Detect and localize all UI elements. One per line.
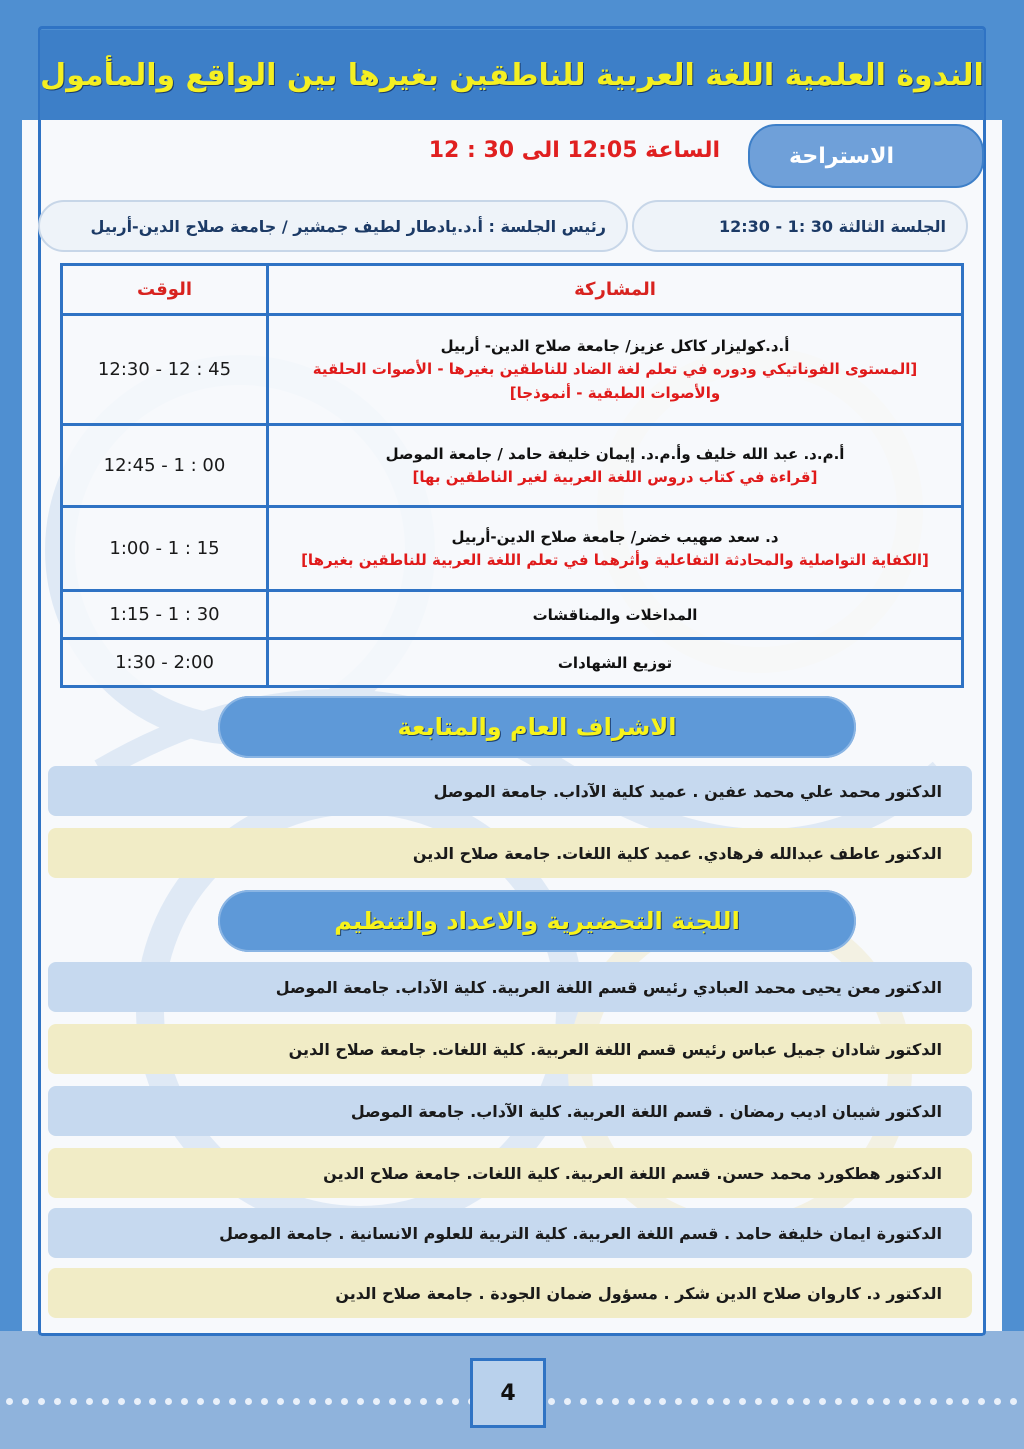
table-row <box>62 425 963 507</box>
list-item <box>48 1024 972 1074</box>
list-item <box>48 1208 972 1258</box>
session-chair: رئيس الجلسة : أ.د.يادطار لطيف جمشير / جامعة صلاح الدين-أربيل <box>90 216 606 236</box>
member-name: الدكتور هطكورد محمد حسن. قسم اللغة العربية. كلية اللغات. جامعة صلاح الدين <box>323 1163 942 1183</box>
supervision-heading: الاشراف العام والمتابعة <box>397 713 677 741</box>
table-row <box>62 591 963 639</box>
member-name: الدكتور محمد علي محمد عفين . عميد كلية الآداب. جامعة الموصل <box>433 781 942 801</box>
break-time: الساعة 12:05 الى 30 : 12 <box>428 138 720 163</box>
table-row <box>62 507 963 591</box>
member-name: الدكتور عاطف عبدالله فرهادي. عميد كلية اللغات. جامعة صلاح الدين <box>412 843 942 863</box>
participant-author: د. سعد صهيب خضر/ جامعة صلاح الدين-أربيل <box>451 527 779 546</box>
member-name: الدكتور معن يحيى محمد العبادي رئيس قسم اللغة العربية. كلية الآداب. جامعة الموصل <box>275 977 942 997</box>
list-item <box>48 962 972 1012</box>
participant-author: أ.د.كوليزار كاكل عزيز/ جامعة صلاح الدين- أربيل <box>440 337 790 356</box>
member-name: الدكتور شادان جميل عباس رئيس قسم اللغة العربية. كلية اللغات. جامعة صلاح الدين <box>288 1039 942 1059</box>
committee-heading-pill <box>218 890 856 952</box>
page-title: الندوة العلمية اللغة العربية للناطقين بغيرها بين الواقع والمأمول <box>40 57 984 93</box>
frame-right <box>1002 0 1024 1449</box>
row-participation <box>268 639 963 687</box>
list-item <box>48 1086 972 1136</box>
row-time: 1:15 - 1 : 30 <box>62 591 268 639</box>
schedule-table <box>60 263 964 688</box>
row-time: 12:45 - 1 : 00 <box>62 425 268 507</box>
header-participation: المشاركة <box>268 265 963 315</box>
session-label: الجلسة الثالثة 30 :1 - 12:30 <box>718 216 946 236</box>
list-item <box>48 1268 972 1318</box>
participant-author: أ.م.د. عبد الله خليف وأ.م.د. إيمان خليفة حامد / جامعة الموصل <box>385 444 845 463</box>
list-item <box>48 828 972 878</box>
header-time: الوقت <box>62 265 268 315</box>
participant-paper-title: [المستوى الفوناتيكي ودوره في تعلم لغة الضاد للناطقين بغيرها - الأصوات الحلقية والأصوات الطبقية - أنموذجا] <box>312 360 918 402</box>
row-time: 1:30 - 2:00 <box>62 639 268 687</box>
title-bar <box>40 30 984 120</box>
row-participation <box>268 425 963 507</box>
committee-heading: اللجنة التحضيرية والاعداد والتنظيم <box>334 907 740 935</box>
row-time: 12:30 - 12 : 45 <box>62 315 268 425</box>
frame-left <box>0 0 22 1449</box>
participant-paper-title: [الكفاية التواصلية والمحادثة التفاعلية وأثرهما في تعلم اللغة العربية للناطقين بغيرها] <box>301 550 929 569</box>
table-header-row <box>62 265 963 315</box>
participant-activity: توزيع الشهادات <box>557 653 673 672</box>
session-label-pill <box>632 200 968 252</box>
table-row <box>62 639 963 687</box>
row-participation <box>268 315 963 425</box>
page-number: 4 <box>500 1380 516 1406</box>
row-time: 1:00 - 1 : 15 <box>62 507 268 591</box>
member-name: الدكتور شيبان اديب رمضان . قسم اللغة العربية. كلية الآداب. جامعة الموصل <box>350 1101 942 1121</box>
row-participation <box>268 591 963 639</box>
break-label: الاستراحة <box>789 143 894 169</box>
page-number-box <box>470 1358 546 1428</box>
participant-paper-title: [قراءة في كتاب دروس اللغة العربية لغير الناطقين بها] <box>412 467 818 486</box>
list-item <box>48 1148 972 1198</box>
table-row <box>62 315 963 425</box>
supervision-heading-pill <box>218 696 856 758</box>
list-item <box>48 766 972 816</box>
row-participation <box>268 507 963 591</box>
participant-activity: المداخلات والمناقشات <box>532 605 698 624</box>
session-chair-pill <box>38 200 628 252</box>
member-name: الدكتورة ايمان خليفة حامد . قسم اللغة العربية. كلية التربية للعلوم الانسانية . جامعة الموصل <box>219 1223 942 1243</box>
break-label-pill <box>748 124 984 188</box>
member-name: الدكتور د. كاروان صلاح الدين شكر . مسؤول ضمان الجودة . جامعة صلاح الدين <box>335 1283 942 1303</box>
